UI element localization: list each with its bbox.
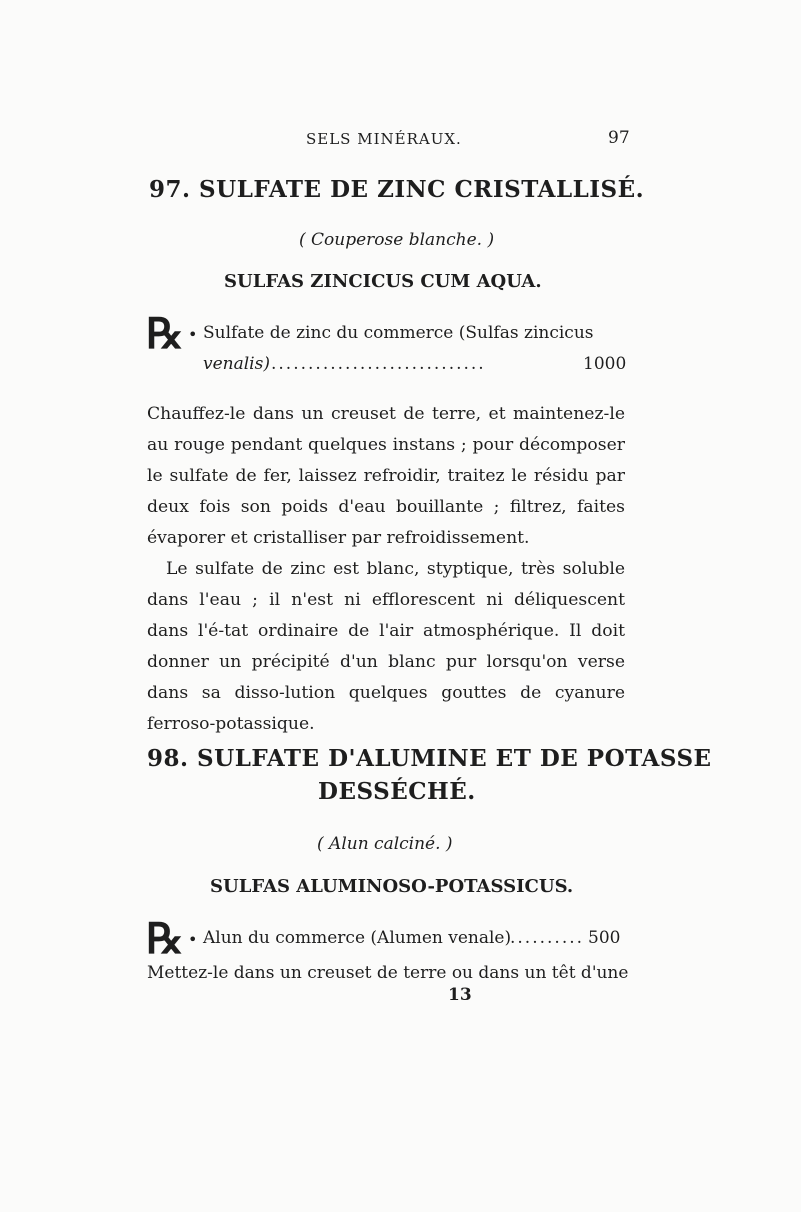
section-98-ingredient-dots: ..........	[510, 928, 585, 948]
section-98-title-line2: DESSÉCHÉ.	[318, 778, 476, 805]
section-98-ingredient-quantity: 500	[588, 928, 621, 948]
running-title: SELS MINÉRAUX.	[306, 130, 462, 148]
section-98-title-line1: 98. SULFATE D'ALUMINE ET DE POTASSE	[147, 745, 712, 772]
section-98-subtitle: ( Alun calciné. )	[317, 834, 453, 854]
section-97-paragraph-2: Le sulfate de zinc est blanc, styptique, très soluble dans l'eau ; il n'est ni efflorescent ni déliquescent dans l'é-tat ordinaire de l'air atmosphérique. Il doit donner un précipité d'un blanc pur lorsqu'on verse dans sa disso-lution quelques gouttes de cyanure ferroso-potassique.	[147, 559, 625, 734]
section-98-continuation: Mettez-le dans un creuset de terre ou dans un têt d'une	[147, 963, 629, 983]
section-98-latin-name: SULFAS ALUMINOSO-POTASSICUS.	[210, 876, 574, 897]
recipe-icon: ℞	[146, 309, 184, 358]
bullet-icon: •	[188, 930, 198, 949]
section-97-paragraph-1: Chauffez-le dans un creuset de terre, et maintenez-le au rouge pendant quelques instans ; pour décomposer le sulfate de fer, laissez refroidir, traitez le résidu par deux fois son poids d'eau bouillante ; filtrez, faites évaporer et cristalliser par refroidissement.	[147, 404, 625, 548]
section-97-text	[147, 399, 625, 740]
section-98-ingredient-text: Alun du commerce (Alumen venale)	[203, 928, 512, 948]
section-97-ingredient-line2: venalis)	[203, 354, 270, 374]
section-97-ingredient-line1: Sulfate de zinc du commerce (Sulfas zincicus	[203, 323, 594, 343]
page-number: 97	[608, 128, 630, 148]
bullet-icon: •	[188, 325, 198, 344]
section-97-title: 97. SULFATE DE ZINC CRISTALLISÉ.	[149, 176, 645, 203]
section-97-ingredient-dots: .............................	[271, 354, 486, 374]
section-97-subtitle: ( Couperose blanche. )	[299, 230, 495, 250]
section-97-ingredient-quantity: 1000	[583, 354, 627, 374]
recipe-icon: ℞	[146, 914, 184, 963]
signature-mark: 13	[448, 985, 472, 1005]
section-97-latin-name: SULFAS ZINCICUS CUM AQUA.	[224, 271, 542, 292]
